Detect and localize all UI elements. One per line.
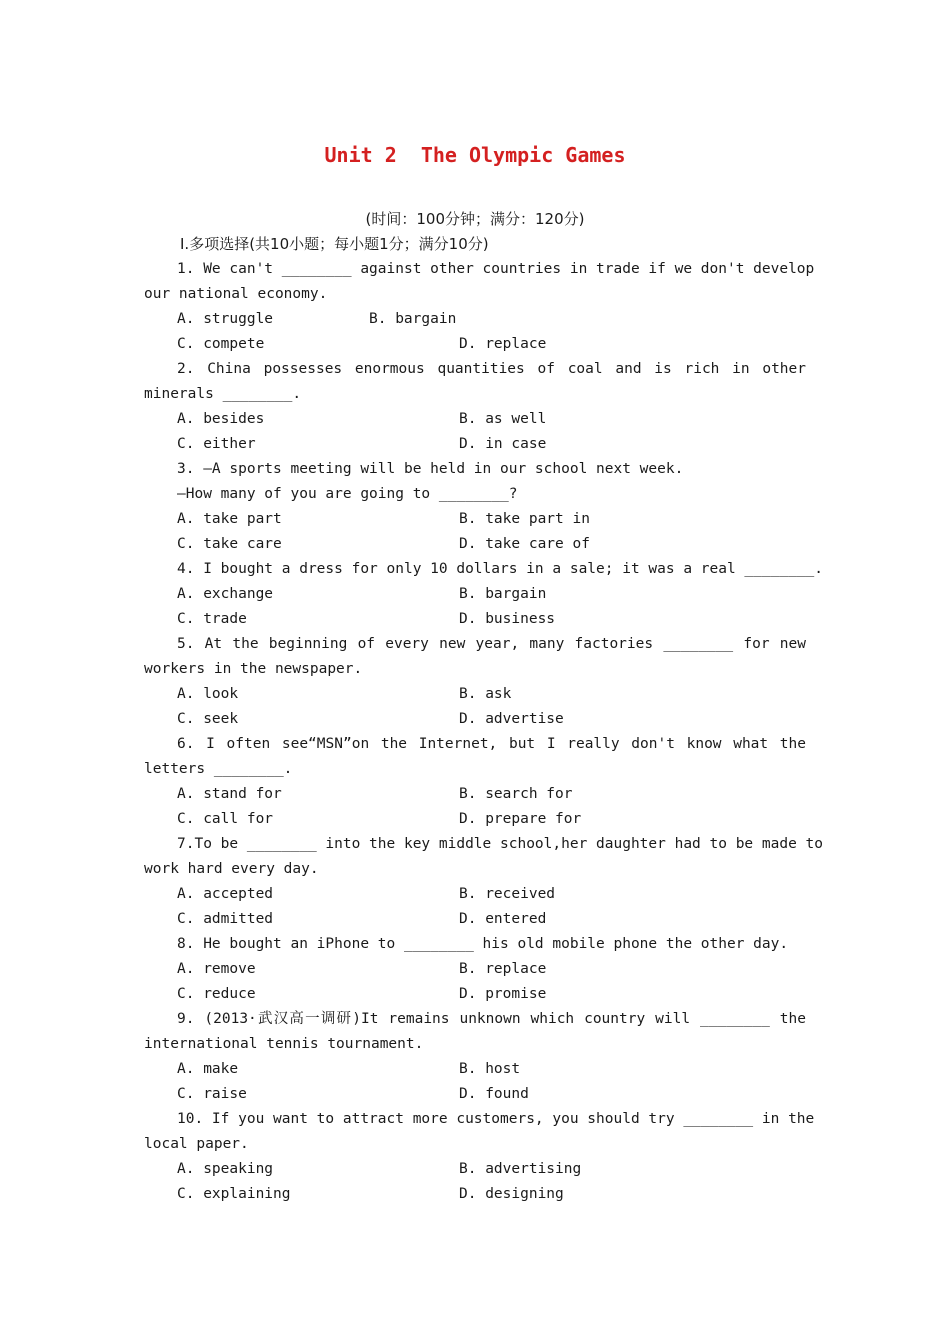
question-stem-continuation: letters ________. bbox=[144, 761, 293, 777]
option-d: D. promise bbox=[459, 986, 547, 1002]
option-row bbox=[144, 582, 806, 607]
option-b: B. host bbox=[459, 1061, 521, 1077]
option-b: B. as well bbox=[459, 411, 547, 427]
option-row bbox=[144, 982, 806, 1007]
option-b: B. search for bbox=[459, 786, 573, 802]
option-row bbox=[144, 957, 806, 982]
question-stem-continuation: workers in the newspaper. bbox=[144, 661, 363, 677]
question-stem: 9. (2013·武汉高一调研)It remains unknown which country will ________ the bbox=[177, 1011, 806, 1027]
option-b: B. advertising bbox=[459, 1161, 582, 1177]
option-c: C. reduce bbox=[177, 986, 256, 1002]
option-a: A. speaking bbox=[177, 1161, 274, 1177]
question-stem: 3. —A sports meeting will be held in our school next week. bbox=[177, 461, 684, 477]
question-stem-continuation: work hard every day. bbox=[144, 861, 319, 877]
question-stem-continuation: —How many of you are going to ________? bbox=[177, 486, 518, 502]
option-d: D. designing bbox=[459, 1186, 564, 1202]
option-d: D. found bbox=[459, 1086, 529, 1102]
option-a: A. exchange bbox=[177, 586, 274, 602]
option-row bbox=[144, 1057, 806, 1082]
question-stem: 4. I bought a dress for only 10 dollars in a sale; it was a real ________. bbox=[177, 561, 824, 577]
option-d: D. entered bbox=[459, 911, 547, 927]
option-c: C. take care bbox=[177, 536, 282, 552]
option-row bbox=[144, 332, 806, 357]
option-row bbox=[144, 882, 806, 907]
option-d: D. advertise bbox=[459, 711, 564, 727]
option-row bbox=[144, 507, 806, 532]
option-b: B. bargain bbox=[369, 311, 457, 327]
document-title: Unit 2 The Olympic Games bbox=[324, 143, 626, 167]
option-c: C. compete bbox=[177, 336, 265, 352]
option-d: D. take care of bbox=[459, 536, 590, 552]
option-row bbox=[144, 407, 806, 432]
option-row bbox=[144, 432, 806, 457]
option-d: D. prepare for bbox=[459, 811, 582, 827]
section-heading: Ⅰ.多项选择(共10小题；每小题1分；满分10分) bbox=[180, 235, 489, 253]
option-b: B. bargain bbox=[459, 586, 547, 602]
option-row bbox=[144, 682, 806, 707]
question-stem-continuation: local paper. bbox=[144, 1136, 249, 1152]
option-c: C. trade bbox=[177, 611, 247, 627]
question-stem: 10. If you want to attract more customers, you should try ________ in the bbox=[177, 1111, 815, 1127]
option-d: D. replace bbox=[459, 336, 547, 352]
option-d: D. in case bbox=[459, 436, 547, 452]
option-c: C. raise bbox=[177, 1086, 247, 1102]
option-row bbox=[144, 807, 806, 832]
option-c: C. admitted bbox=[177, 911, 274, 927]
option-a: A. make bbox=[177, 1061, 239, 1077]
option-row bbox=[144, 1082, 806, 1107]
question-stem: 8. He bought an iPhone to ________ his old mobile phone the other day. bbox=[177, 936, 789, 952]
exam-info: (时间：100分钟；满分：120分) bbox=[365, 210, 585, 228]
option-row bbox=[144, 782, 806, 807]
question-stem: 5. At the beginning of every new year, many factories ________ for new bbox=[177, 636, 806, 652]
option-c: C. seek bbox=[177, 711, 239, 727]
option-a: A. accepted bbox=[177, 886, 274, 902]
option-b: B. replace bbox=[459, 961, 547, 977]
option-b: B. ask bbox=[459, 686, 512, 702]
option-d: D. business bbox=[459, 611, 556, 627]
question-stem-continuation: international tennis tournament. bbox=[144, 1036, 424, 1052]
option-row bbox=[144, 1182, 806, 1207]
option-a: A. look bbox=[177, 686, 239, 702]
question-stem-continuation: our national economy. bbox=[144, 286, 328, 302]
question-stem: 6. I often see“MSN”on the Internet, but I really don't know what the bbox=[177, 736, 806, 752]
question-stem: 1. We can't ________ against other countries in trade if we don't develop bbox=[177, 261, 815, 277]
option-c: C. explaining bbox=[177, 1186, 291, 1202]
option-b: B. received bbox=[459, 886, 556, 902]
option-row bbox=[144, 707, 806, 732]
option-row bbox=[144, 1157, 806, 1182]
option-row bbox=[144, 532, 806, 557]
question-stem: 2. China possesses enormous quantities of coal and is rich in other bbox=[177, 361, 806, 377]
option-row bbox=[144, 307, 806, 332]
option-c: C. either bbox=[177, 436, 256, 452]
option-a: A. take part bbox=[177, 511, 282, 527]
option-row bbox=[144, 607, 806, 632]
question-stem: 7.To be ________ into the key middle school,her daughter had to be made to bbox=[177, 836, 824, 852]
option-row bbox=[144, 907, 806, 932]
option-c: C. call for bbox=[177, 811, 274, 827]
option-a: A. stand for bbox=[177, 786, 282, 802]
option-a: A. struggle bbox=[177, 311, 274, 327]
option-a: A. besides bbox=[177, 411, 265, 427]
option-b: B. take part in bbox=[459, 511, 590, 527]
question-stem-continuation: minerals ________. bbox=[144, 386, 302, 402]
question-list bbox=[144, 232, 824, 1207]
option-a: A. remove bbox=[177, 961, 256, 977]
